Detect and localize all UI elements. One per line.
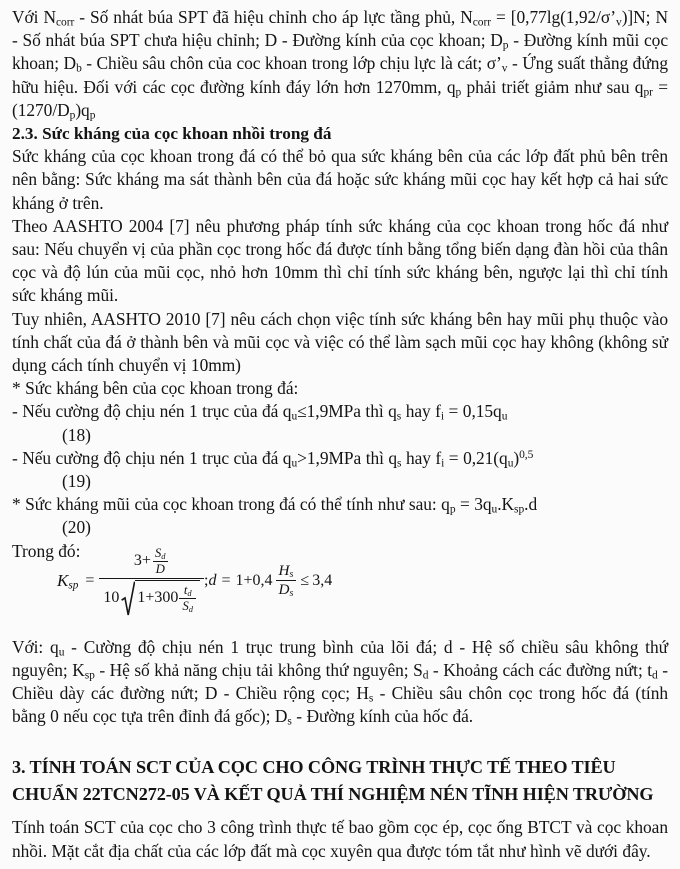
spacer-after-section-3-heading [12,807,668,816]
formula-sd: $S_d$ [154,545,166,561]
paragraph-closing: Tính toán SCT của cọc cho 3 công trình thực tế bao gồm cọc ép, cọc ống BTCT và cọc khoan nhồi. Mặt cắt địa chất của các lớp đất mà cọc xuyên qua được tóm tắt như hình vẽ dưới đây. [12,817,668,861]
formula-ksp-subscript: sp [68,579,79,592]
formula-td: $t_d$ [183,582,192,598]
radical-sign-icon [121,580,135,616]
heading-section-2-3: 2.3. Sức kháng của cọc khoan nhồi trong đá [12,124,332,144]
formula-square-root [121,580,200,616]
paragraph-equation-19-text: - Nếu cường độ chịu nén 1 trục của đá $q_u>1,9MPa$ thì $q_s$ hay $f_i = 0,21(q_u)^{0,5}$ [12,447,534,470]
formula-d-equals: = [221,571,231,589]
formula-intro-label: Trong đó: [12,540,81,561]
formula-separator: ; [204,571,209,589]
equation-number-18: (18) [62,424,91,445]
formula-hs-over-ds [276,562,297,599]
formula-d-width: D [153,561,168,577]
paragraph-equation-20-text: * Sức kháng mũi của cọc khoan trong đá có thể tính như sau: $q_p = 3q_u.K_{sp}.d$ [12,494,538,516]
paragraph-ncorr-definitions: Với $N_{corr}$ - Số nhát búa SPT đã hiệu chỉnh cho áp lực tầng phủ, $N_{corr}$ = $[0,77\lg(1,92/\sigma’_v)]N$; N - Số nhát búa SPT chưa hiệu chỉnh; D - Đường kính của cọc khoan; $D_p$ - Đường kính mũi cọc khoan; $D_b$ - Chiều sâu chôn của coc khoan trong lớp chịu lực là cát; $\sigma’_v$ - Ứng suất thẳng đứng hữu hiệu. Đối với các cọc đường kính đáy lớn hơn 1270mm, $q_p$ phải triết giảm như sau $q_{pr} = (1270/D_p)q_p$ [12,7,668,122]
formula-ds: $D_s$ [276,580,297,599]
formula-ksp-expression [57,546,332,616]
formula-radicand [135,580,200,616]
formula-less-equal-sign: ≤ [300,571,310,589]
formula-d-lead: 1+0,4 [235,571,273,589]
formula-numerator [130,546,174,578]
paragraph-symbol-definitions: Với: $q_u$ - Cường độ chịu nén 1 trục trung bình của lõi đá; d - Hệ số chiều sâu không thứ nguyên; $K_{sp}$ - Hệ số khả năng chịu tải không thứ nguyên; $S_d$ - Khoảng cách các đường nứt; $t_d$ - Chiều dày các đường nứt; D - Chiều rộng cọc; $H_s$ - Chiều sâu chôn cọc trong hốc đá (tính bằng 0 nếu cọc tựa trên đỉnh đá gốc); $D_s$ - Đường kính của hốc đá. [12,636,668,728]
formula-td-over-sd [179,583,196,614]
formula-sd-denominator: $S_d$ [179,598,196,614]
paragraph-equation-18-text: - Nếu cường độ chịu nén 1 trục của đá $q_u\le 1,9MPa$ thì $q_s$ hay $f_i = 0,15q_u$ [12,401,508,423]
formula-denominator-coefficient: 10 [103,588,120,606]
formula-hs: $H_s$ [278,562,294,581]
formula-denominator [99,578,204,616]
equation-number-19: (19) [62,471,91,492]
formula-d-limit: 3,4 [312,571,333,589]
formula-ksp-block [12,540,668,636]
formula-ksp-symbol: $K_{sp}$ [57,570,79,592]
paragraph-aashto-2004: Theo AASHTO 2004 [7] nêu phương pháp tính sức kháng của cọc khoan trong hốc đá như sau: Nếu chuyển vị của phần cọc trong hốc đá được tính bằng tổng biến dạng đàn hồi của thân cọc và độ lún của mũi cọc, nhỏ hơn 10mm thì chỉ tính sức kháng bên, ngược lại thì chỉ tính sức kháng mũi. [12,215,668,306]
formula-equals-sign: = [85,571,95,589]
formula-sd-over-d [152,546,169,577]
paragraph-side-resistance-label: * Sức kháng bên của cọc khoan trong đá: [12,378,299,399]
formula-main-fraction [99,546,204,616]
formula-d-symbol: d [208,571,217,589]
formula-numerator-lead: 3+ [133,552,151,570]
paragraph-aashto-2010: Tuy nhiên, AASHTO 2010 [7] nêu cách chọn việc tính sức kháng bên hay mũi phụ thuộc vào tính chất của đá ở thành bên và mũi cọc và việc có thể làm sạch mũi cọc hay không (không sử dụng cách tính chuyển vị 10mm) [12,308,668,376]
spacer-before-section-3 [12,728,668,754]
heading-section-3: 3. TÍNH TOÁN SCT CỦA CỌC CHO CÔNG TRÌNH THỰC TẾ THEO TIÊU CHUẨN 22TCN272-05 VÀ KẾT QUẢ THÍ NGHIỆM NÉN TĨNH HIỆN TRƯỜNG [12,757,654,804]
equation-number-20: (20) [62,517,91,538]
paragraph-rock-resistance-intro: Sức kháng của cọc khoan trong đá có thể bỏ qua sức kháng bên của các lớp đất phủ bên trên nên bằng: Sức kháng ma sát thành bên của đá hoặc sức kháng mũi cọc hay kết hợp cả hai sức kháng ở trên. [12,146,668,213]
formula-radicand-lead: 1+300 [137,589,179,607]
